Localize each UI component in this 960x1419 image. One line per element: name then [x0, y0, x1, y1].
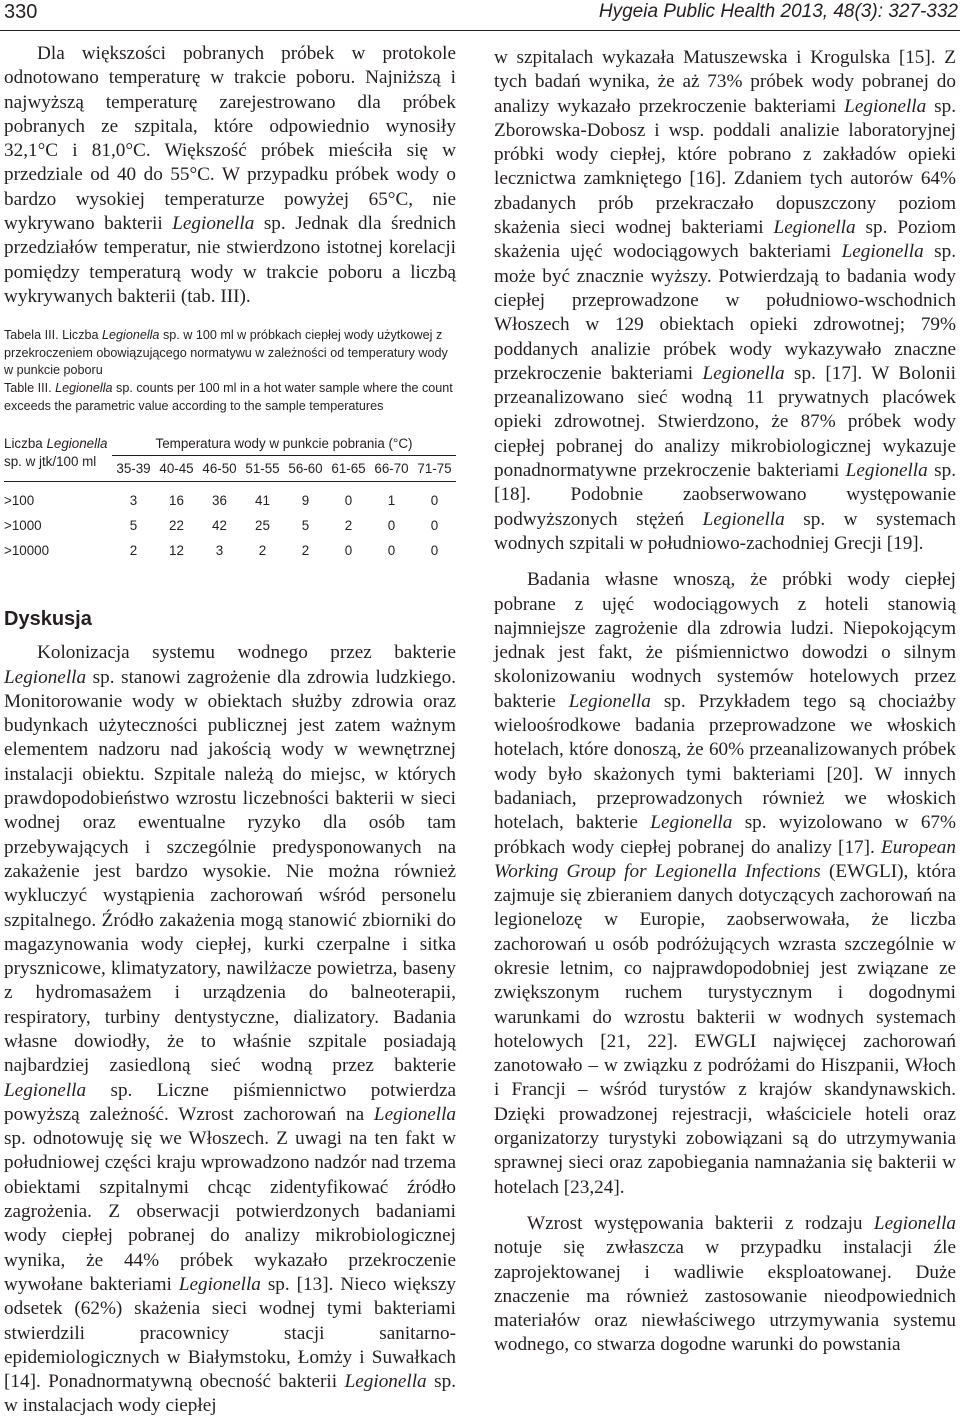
temperature-range-header: 66-70: [370, 456, 413, 482]
italic-text: European Working Group for Legionella Infections: [494, 836, 956, 882]
italic-text: Legionella: [4, 1079, 87, 1101]
text-run: sp. [13]. Nieco większy odsetek (62%) skażenia sieci wodnej tymi bakteriami stwierdzili pracownicy stacji sanitarno-epidemiologicznych w Białymstoku, Łomży i Suwałkach [14]. Ponadnormatywną obecność bakterii: [4, 1273, 457, 1393]
temperature-range-header: 40-45: [155, 456, 198, 482]
italic-text: Legionella: [873, 1212, 956, 1234]
table-body: [4, 482, 456, 564]
discussion-paragraph: [4, 641, 456, 1419]
table-cell: 2: [129, 543, 138, 559]
table-cell: 36: [212, 493, 227, 509]
text-run: Tabela III. Liczba: [4, 328, 103, 343]
text-run: sp. [17]. W Bolonii przeanalizowano sieć wodną 11 prywatnych placówek opieki zdrowotnej. Stwierdzono, że 87% próbek wody ciepłej pobranej do analizy mikrobiologicznej wykazuje ponadnormatywne przekroczenie bakteriami: [494, 362, 956, 482]
table-cell: 1: [387, 493, 396, 509]
italic-text: Legionella: [178, 1273, 261, 1295]
installations-paragraph: [494, 1212, 956, 1358]
table-cell: 42: [212, 518, 227, 534]
italic-text: Legionella: [172, 213, 255, 235]
table-row: [4, 482, 456, 514]
text-run: (EWGLI), która zajmuje się zbieraniem danych dotyczących zachorowań na legionelozę w Europie, zaobserwowała, że liczba zachorowań u osób podróżujących wzrasta szczególnie w okresie letnim, co najprawdopodobniej jest związane ze zwiększonym ruchem turystycznym i dogodnymi warunkami do wzrostu bakterii w wodnych systemach hotelowych [21, 22]. EWGLI najwięcej zachorowań zanotowało – w związku z podróżami do Hiszpanii, Włoch i Francji – wśród turystów z krajów skandynawskich. Dzięki prowadzonej rejestracji, właściciele hoteli oraz organizatorzy turystyki zobowiązani są do utrzymywania sprawnej sieci oraz zapobiegania namnażania się bakterii w hotelach [23,24].: [494, 860, 956, 1198]
table-cell: 5: [301, 518, 310, 534]
text-run: sp. odnotowuję się we Włoszech. Z uwagi na ten fakt w południowej części kraju wprowadzono nadzór nad trzema obiektami szpitalnymi chcąc zidentyfikować źródło zagrożenia. Z obserwacji potwierdzonych badaniami wody ciepłej pobranej do analizy mikrobiologicznej wynika, że 44% próbek wykazało przekroczenie wywołane bakteriami: [4, 1128, 456, 1295]
temperature-range-header: 56-60: [284, 456, 327, 482]
table-cell: 41: [255, 493, 270, 509]
italic-text: Legionella: [702, 362, 785, 384]
text-run: sp. stanowi zagrożenie dla zdrowia ludzkiego. Monitorowanie wody w obiektach służby zdrowia oraz budynkach użyteczności publicznej jest zatem ważnym elementem nadzoru nad jakością wody w wewnętrznej instalacji obiektu. Szpitale należą do miejsc, w których prawdopodobieństwo wzrostu liczebności bakterii w sieci wodnej oraz ewentualne ryzyko dla osób tam przebywających i szczególnie predysponowanych na zakażenie jest bardzo wysokie. Nie można również wykluczyć wystąpienia zachorowań wśród personelu szpitalnego. Źródło zakażenia mogą stanowić zbiorniki do magazynowania wody ciepłej, kurki czerpalne i sitka prysznicowe, klimatyzatory, nawilżacze powietrza, baseny z hydromasażem i urządzenia do balneoterapii, respiratory, turbiny dentystyczne, dializatory. Badania własne dowiodły, że to właśnie szpitale posiadają najbardziej zasiedloną sieć wodną przez bakterie: [4, 666, 456, 1077]
temperature-range-header: 61-65: [327, 456, 370, 482]
text-run: Kolonizacja systemu wodnego przez bakterie: [37, 642, 456, 664]
text-run: Wzrost występowania bakterii z rodzaju: [527, 1212, 874, 1234]
table-cell: 5: [129, 518, 138, 534]
table-cell: 0: [430, 543, 439, 559]
text-run: sp. Poziom skażenia ujęć wodociągowych bakteriami: [494, 217, 956, 263]
page-header: [0, 0, 960, 31]
italic-text: Legionella: [373, 1103, 456, 1125]
table-cell: 0: [430, 493, 439, 509]
data-table: [4, 435, 456, 563]
text-run: sp. może być znacznie wyższy. Potwierdzają to badania wody ciepłej przeprowadzone w południowo-wschodnich Włoszech w 129 obiektach opieki zdrowotnej; 79% poddanych analizie próbek wody wykazywało znaczne przekroczenie bakteriami: [494, 241, 956, 384]
text-run: sp. Przykładem tego są chociażby wieloośrodkowe badania przeprowadzone we włoskich hotelach, które donoszą, że 60% przeanalizowanych próbek wody było skażonych tymi bakteriami [20]. W innych badaniach, przeprowadzonych również we włoskich hotelach, bakterie: [494, 690, 956, 834]
left-column: [4, 42, 456, 1419]
temperature-range-header: 35-39: [112, 456, 155, 482]
table-cell: 3: [129, 493, 138, 509]
section-title: Dyskusja: [4, 608, 92, 631]
italic-text: Legionella: [568, 690, 651, 712]
text-run: notuje się zwłaszcza w przypadku instalacji źle zaprojektowanej i wadliwie eksploatowanej. Duże znaczenie ma również zastosowanie nieodpowiednich materiałów oraz niewłaściwego utrzymywania systemu wodnego, co stwarza dogodne warunki do powstania: [494, 1237, 956, 1356]
table-cell: 0: [344, 543, 353, 559]
right-column: [494, 46, 956, 1358]
text-run: sp. wyizolowano w 67% próbkach wody ciepłej pobranej do analizy [17].: [494, 812, 957, 858]
table-caption-polish: [4, 327, 456, 380]
text-run: sp. Jednak dla średnich przedziałów temperatur, nie stwierdzono istotnej korelacji pomiędzy temperaturą wody w trakcie poboru a liczbą wykrywanych bakterii (tab. III).: [4, 213, 456, 307]
text-run: sp. Liczne piśmiennictwo potwierdza powyższą zależność. Wzrost zachorowań na: [4, 1079, 456, 1125]
table-cell: 2: [301, 543, 310, 559]
table-row: [4, 538, 456, 563]
table-cell: 2: [258, 543, 267, 559]
text-run: sp. Zborowska-Dobosz i wsp. poddali analizie laboratoryjnej próbki wody ciepłej, które pobrano z zakładów opieki lecznictwa zamkniętego [16]. Zdaniem tych autorów 64% zbadanych prób przekraczało dopuszczony poziom skażenia sieci wodnej bakteriami: [494, 95, 956, 239]
table-cell: 22: [169, 518, 184, 534]
temperature-range-header: 71-75: [413, 456, 456, 482]
temperature-range-header: 46-50: [198, 456, 241, 482]
table-row-header: Liczba Legionella sp. w jtk/100 ml: [4, 435, 112, 482]
text-run: sp. counts per 100 ml in a hot water sample where the count exceeds the parametric value according to the sample temperatures: [4, 381, 453, 413]
table-cell: 25: [255, 518, 270, 534]
italic-text: Legionella: [55, 381, 113, 396]
italic-text: Legionella: [102, 328, 160, 343]
page-number: 330: [4, 1, 38, 23]
results-paragraph: [4, 42, 456, 309]
row-label: >1000: [4, 518, 42, 534]
continued-paragraph: [494, 46, 956, 556]
text-run: sp. w systemach wodnych szpitali w południowo-zachodniej Grecji [19].: [494, 508, 956, 554]
table-cell: 12: [169, 543, 184, 559]
row-label: >10000: [4, 543, 50, 559]
text-run: sp. [18]. Podobnie zaobserwowano występowanie podwyższonych stężeń: [494, 460, 956, 530]
table-cell: 16: [169, 493, 184, 509]
table-cell: 0: [430, 518, 439, 534]
text-run: Table III.: [4, 381, 56, 396]
italic-text: Legionella: [650, 812, 733, 834]
table-caption-english: [4, 380, 456, 415]
italic-text: Legionella: [844, 95, 927, 117]
table-span-header: Temperatura wody w punkcie pobrania (°C): [112, 435, 456, 456]
italic-text: Legionella: [4, 666, 87, 688]
text-run: Dla większości pobranych próbek w protokole odnotowano temperaturę w trakcie poboru. Najniższą i najwyższą temperaturę zarejestrowano dla próbek pobranych ze szpitala, które odpowiednio wynosiły 32,1°C i 81,0°C. Większość próbek mieściła się w przedziale od 40 do 55°C. W przypadku próbek wody o bardzo wysokiej temperaturze powyżej 65°C, nie wykrywano bakterii: [4, 43, 456, 235]
italic-text: Legionella: [845, 460, 928, 482]
text-run: w szpitalach wykazała Matuszewska i Krogulska [15]. Z tych badań wynika, że aż 73% próbek wody pobranej do analizy wykazało przekroczenie bakteriami: [494, 47, 956, 117]
temperature-range-header: 51-55: [241, 456, 284, 482]
italic-text: Legionella: [773, 217, 856, 239]
italic-text: Legionella: [841, 241, 924, 263]
table-cell: 0: [387, 543, 396, 559]
table-row: [4, 513, 456, 538]
italic-text: Legionella: [702, 508, 785, 530]
table-cell: 0: [344, 493, 353, 509]
table-cell: 0: [387, 518, 396, 534]
table-cell: 3: [215, 543, 224, 559]
italic-text: Legionella: [344, 1371, 427, 1393]
text-run: sp. w 100 ml w próbkach ciepłej wody użytkowej z przekroczeniem obowiązującego normatywu w zależności od temperatury wody w punkcie poboru: [4, 328, 448, 378]
text-run: Badania własne wnoszą, że próbki wody ciepłej pobrane z ujęć wodociągowych z hoteli stanowią najmniejsze zagrożenie dla zdrowia ludzi. Niepokojącym jednak jest fakt, że piśmiennictwo dowodzi o silnym skolonizowaniu wodnych systemów hotelowych przez bakterie: [494, 569, 956, 712]
journal-citation: Hygeia Public Health 2013, 48(3): 327-332: [598, 1, 958, 22]
table-cell: 2: [344, 518, 353, 534]
text-run: sp. w instalacjach wody ciepłej: [4, 1371, 456, 1417]
hotels-paragraph: [494, 568, 956, 1200]
row-label: >100: [4, 493, 35, 509]
table-cell: 9: [301, 493, 310, 509]
